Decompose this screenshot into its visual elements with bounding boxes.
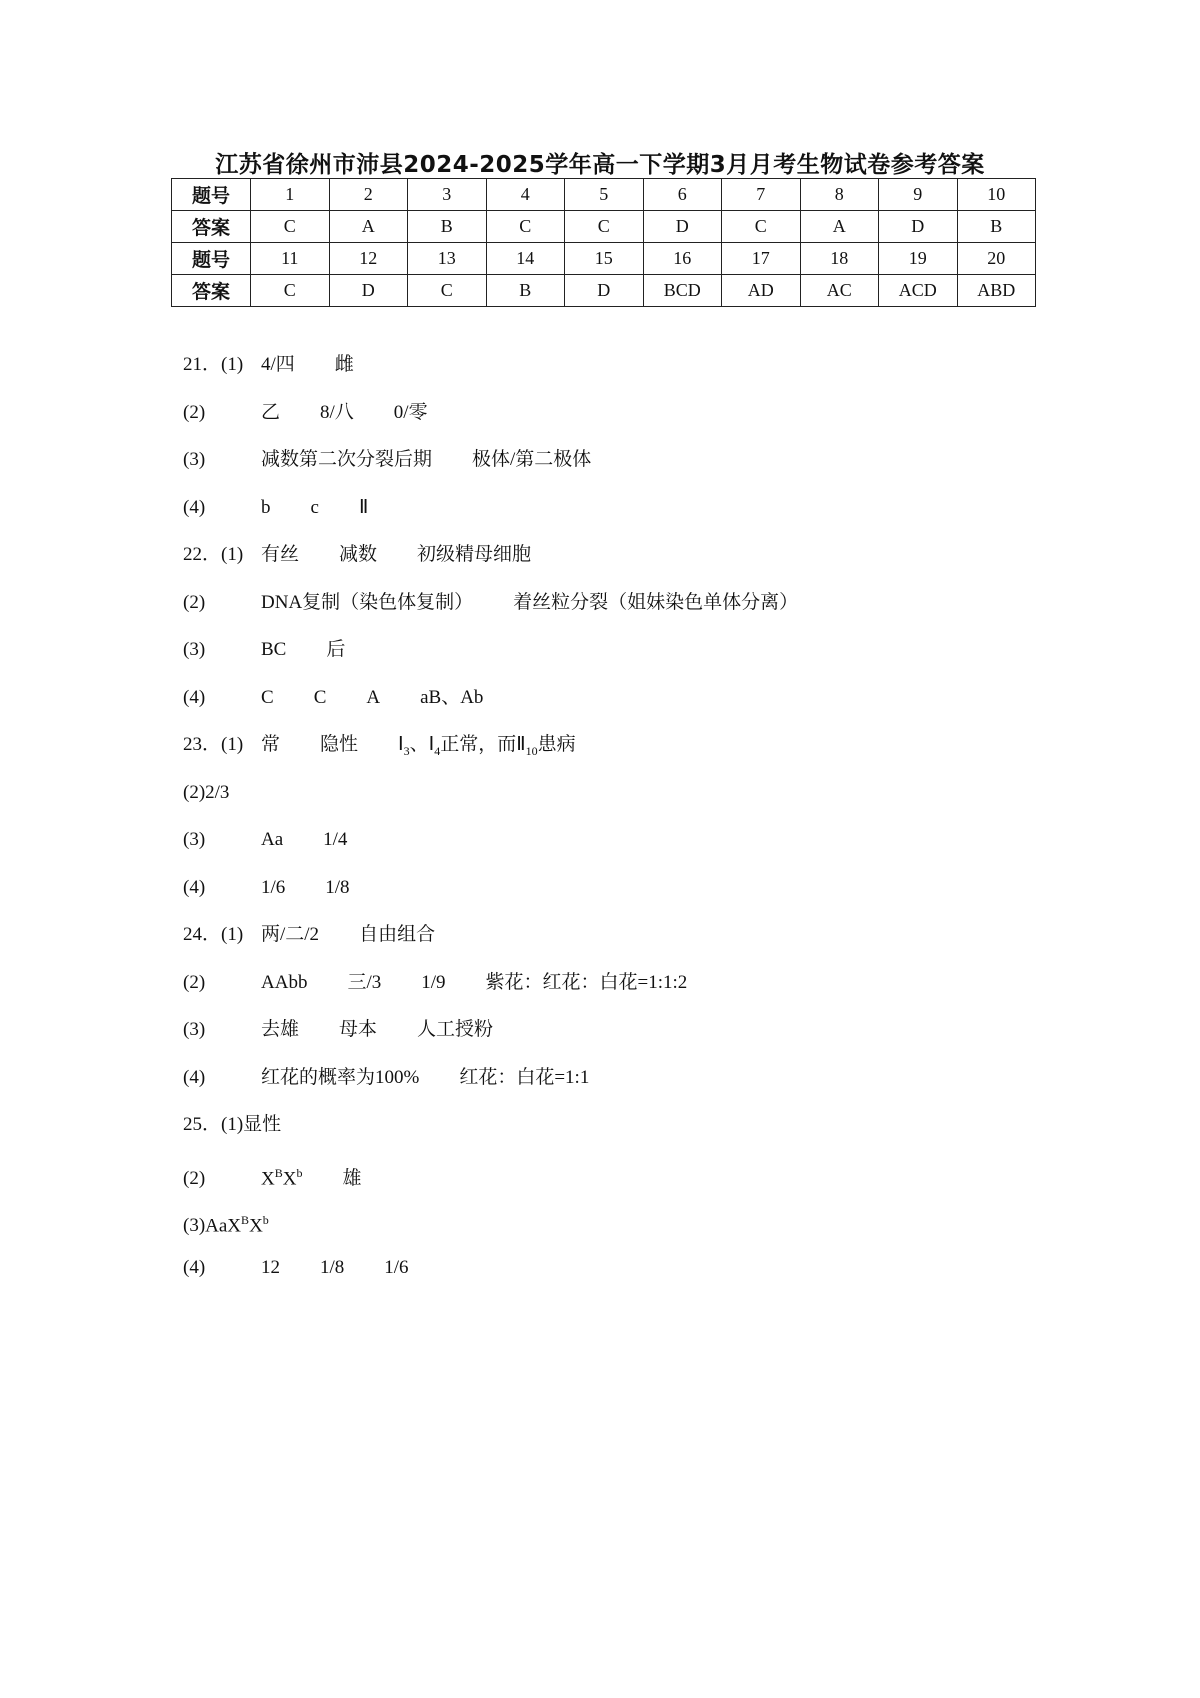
answer-line xyxy=(183,588,838,636)
table-cell: ABD xyxy=(957,275,1036,307)
table-cell: AC xyxy=(800,275,879,307)
answer-item: 红花的概率为100% xyxy=(261,1066,420,1088)
answer-item: 有丝 xyxy=(261,544,300,565)
answer-line xyxy=(183,920,838,968)
answer-label: (3) xyxy=(183,1215,206,1237)
answer-line xyxy=(183,350,838,398)
answer-item: 乙 xyxy=(261,401,281,423)
table-cell: D xyxy=(879,211,958,243)
row-header: 答案 xyxy=(172,211,251,243)
answer-item: b xyxy=(261,496,271,518)
answer-line xyxy=(183,968,838,1016)
answer-label: (4) xyxy=(183,496,206,518)
table-cell: D xyxy=(643,211,722,243)
answer-item: 隐性 xyxy=(320,734,359,755)
answer-item: 1/8 xyxy=(325,876,350,898)
answer-item: 减数 xyxy=(339,544,378,565)
answer-item: 两/二/2 xyxy=(261,924,320,945)
answer-item: BC xyxy=(261,639,287,660)
table-cell: 8 xyxy=(800,179,879,211)
answer-line xyxy=(183,1063,838,1111)
answer-line xyxy=(183,445,838,493)
table-cell: 6 xyxy=(643,179,722,211)
table-cell: A xyxy=(800,211,879,243)
table-cell: B xyxy=(486,275,565,307)
answer-item: Ⅱ xyxy=(358,496,369,518)
table-cell: 3 xyxy=(408,179,487,211)
table-cell: 9 xyxy=(879,179,958,211)
answer-item: c xyxy=(310,496,319,518)
answer-item: 母本 xyxy=(339,1019,378,1040)
answer-item: C xyxy=(261,686,274,708)
answer-label: 21．(1) xyxy=(183,354,244,375)
answer-label: 23．(1) xyxy=(183,734,244,755)
answer-item: 人工授粉 xyxy=(417,1019,494,1040)
answer-label: (4) xyxy=(183,686,206,708)
table-cell: 1 xyxy=(251,179,330,211)
answer-line xyxy=(183,493,838,541)
answer-item: 紫花：红花：白花=1:1:2 xyxy=(485,971,688,993)
row-header: 答案 xyxy=(172,275,251,307)
answer-label: (4) xyxy=(183,1256,206,1278)
table-cell: A xyxy=(329,211,408,243)
table-cell: D xyxy=(565,275,644,307)
answer-line xyxy=(183,730,838,778)
answer-item: 8/八 xyxy=(320,401,354,423)
answer-line xyxy=(183,1158,838,1206)
answer-item: 0/零 xyxy=(393,401,428,423)
table-cell: 14 xyxy=(486,243,565,275)
answer-label: (2) xyxy=(183,591,206,613)
table-cell: AD xyxy=(722,275,801,307)
answer-line xyxy=(183,1205,838,1253)
answer-item: $X^BX^b$ xyxy=(261,1165,303,1189)
answer-item: 后 xyxy=(326,639,346,660)
table-row xyxy=(172,211,1036,243)
table-cell: 15 xyxy=(565,243,644,275)
answer-label: (3) xyxy=(183,639,206,660)
answer-item: aB、Ab xyxy=(420,686,484,708)
answer-line xyxy=(183,635,838,683)
answer-label: (3) xyxy=(183,829,206,850)
answer-label: 25．(1)显性 xyxy=(183,1114,282,1135)
table-cell: 20 xyxy=(957,243,1036,275)
answer-line xyxy=(183,778,838,826)
table-cell: C xyxy=(565,211,644,243)
answer-table xyxy=(171,178,1036,307)
answer-item: 去雄 xyxy=(261,1019,300,1040)
table-cell: 16 xyxy=(643,243,722,275)
table-cell: D xyxy=(329,275,408,307)
answer-label: 22．(1) xyxy=(183,544,244,565)
table-cell: 4 xyxy=(486,179,565,211)
answer-line xyxy=(183,540,838,588)
answer-item: 1/8 xyxy=(320,1256,345,1278)
table-row xyxy=(172,275,1036,307)
answer-list xyxy=(183,350,838,1300)
table-cell: 13 xyxy=(408,243,487,275)
answer-item: 1/6 xyxy=(384,1256,409,1278)
table-cell: C xyxy=(486,211,565,243)
answer-item: 自由组合 xyxy=(359,924,436,945)
answer-item: 减数第二次分裂后期 xyxy=(261,449,433,470)
answer-label: (3) xyxy=(183,449,206,470)
answer-item: 常 xyxy=(261,734,281,755)
answer-item: DNA复制（染色体复制） xyxy=(261,591,474,613)
answer-item: $AaX^BX^b$ xyxy=(205,1213,269,1237)
answer-item: AAbb xyxy=(261,971,308,993)
answer-label: (4) xyxy=(183,1066,206,1088)
answer-label: (3) xyxy=(183,1019,206,1040)
table-row xyxy=(172,243,1036,275)
table-cell: BCD xyxy=(643,275,722,307)
document-title: 江苏省徐州市沛县2024-2025学年高一下学期3月月考生物试卷参考答案 xyxy=(215,152,985,178)
answer-line xyxy=(183,1015,838,1063)
answer-item: A xyxy=(366,686,381,708)
answer-item: C xyxy=(313,686,327,708)
answer-item: 1/9 xyxy=(421,971,446,993)
answer-label: (2) xyxy=(183,1167,206,1189)
answer-label: (2) xyxy=(183,401,206,423)
table-cell: 18 xyxy=(800,243,879,275)
table-cell: ACD xyxy=(879,275,958,307)
table-row xyxy=(172,179,1036,211)
answer-item: 着丝粒分裂（姐妹染色单体分离） xyxy=(513,591,799,613)
row-header: 题号 xyxy=(172,179,251,211)
answer-item: 极体/第二极体 xyxy=(472,449,592,470)
answer-item: 三/3 xyxy=(347,971,382,993)
table-cell: 10 xyxy=(957,179,1036,211)
table-cell: 7 xyxy=(722,179,801,211)
table-cell: 5 xyxy=(565,179,644,211)
table-cell: 17 xyxy=(722,243,801,275)
answer-label: (2)2/3 xyxy=(183,781,230,803)
answer-line xyxy=(183,398,838,446)
row-header: 题号 xyxy=(172,243,251,275)
answer-line xyxy=(183,1110,838,1158)
table-cell: B xyxy=(957,211,1036,243)
answer-item: 12 xyxy=(261,1256,280,1278)
table-cell: 2 xyxy=(329,179,408,211)
table-cell: 12 xyxy=(329,243,408,275)
table-cell: C xyxy=(408,275,487,307)
table-cell: B xyxy=(408,211,487,243)
answer-item: 4/四 xyxy=(261,354,295,375)
table-cell: C xyxy=(251,275,330,307)
answer-item: 1/4 xyxy=(323,829,348,850)
answer-line xyxy=(183,873,838,921)
table-cell: 19 xyxy=(879,243,958,275)
answer-line xyxy=(183,1253,838,1301)
answer-label: 24．(1) xyxy=(183,924,244,945)
answer-item: 红花：白花=1:1 xyxy=(459,1066,590,1088)
answer-line xyxy=(183,825,838,873)
answer-item: 雄 xyxy=(342,1167,362,1189)
answer-label: (2) xyxy=(183,971,206,993)
answer-item: 1/6 xyxy=(261,876,286,898)
answer-line xyxy=(183,683,838,731)
answer-item: Aa xyxy=(261,829,284,850)
answer-item: $Ⅰ_3$、$Ⅰ_4$正常，而$Ⅱ_{10}$患病 xyxy=(398,734,576,758)
answer-item: 初级精母细胞 xyxy=(417,544,532,565)
table-cell: C xyxy=(722,211,801,243)
answer-item: 雌 xyxy=(334,354,354,375)
table-cell: C xyxy=(251,211,330,243)
table-cell: 11 xyxy=(251,243,330,275)
answer-label: (4) xyxy=(183,876,206,898)
